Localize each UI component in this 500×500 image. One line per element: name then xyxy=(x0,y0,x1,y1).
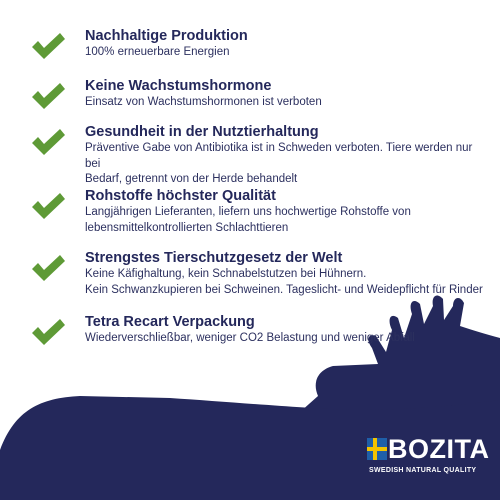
feature-description: Einsatz von Wachstumshormonen ist verboten xyxy=(85,96,322,108)
checkmark-icon xyxy=(30,252,66,284)
feature-description: Präventive Gabe von Antibiotika ist in Schweden verboten. Tiere werden nur bei xyxy=(85,142,473,170)
feature-description: Kein Schwanzkupieren bei Schweinen. Tageslicht- und Weidepflicht für Rinder xyxy=(85,283,483,296)
feature-description: Keine Käfighaltung, kein Schnabelstutzen bei Hühnern. xyxy=(85,268,367,280)
feature-description: 100% erneuerbare Energien xyxy=(85,46,230,58)
checkmark-icon xyxy=(30,30,66,62)
checkmark-icon xyxy=(30,126,66,158)
feature-description: lebensmittelkontrollierten Schlachttieren xyxy=(85,221,289,234)
feature-title: Gesundheit in der Nutztierhaltung xyxy=(85,124,319,140)
feature-title: Rohstoffe höchster Qualität xyxy=(85,188,276,204)
checkmark-icon xyxy=(30,80,66,112)
feature-row xyxy=(0,124,500,184)
bozita-logo xyxy=(365,434,490,484)
feature-title: Nachhaltige Produktion xyxy=(85,28,248,44)
feature-title: Keine Wachstumshormone xyxy=(85,78,272,94)
feature-row xyxy=(0,188,500,248)
feature-row xyxy=(0,314,500,374)
feature-title: Tetra Recart Verpackung xyxy=(85,314,255,330)
checkmark-icon xyxy=(30,316,66,348)
feature-description: Langjährigen Lieferanten, liefern uns hochwertige Rohstoffe von xyxy=(85,206,411,218)
feature-row xyxy=(0,250,500,310)
feature-description: Bedarf, getrennt von der Herde behandelt xyxy=(85,173,298,185)
checkmark-icon xyxy=(30,190,66,222)
brand-tagline: SWEDISH NATURAL QUALITY xyxy=(369,467,477,474)
feature-description: Wiederverschließbar, weniger CO2 Belastung und weniger Abfall xyxy=(85,332,415,344)
feature-title: Strengstes Tierschutzgesetz der Welt xyxy=(85,250,343,266)
swedish-flag-icon xyxy=(367,438,387,460)
brand-name: BOZITA xyxy=(388,434,490,464)
